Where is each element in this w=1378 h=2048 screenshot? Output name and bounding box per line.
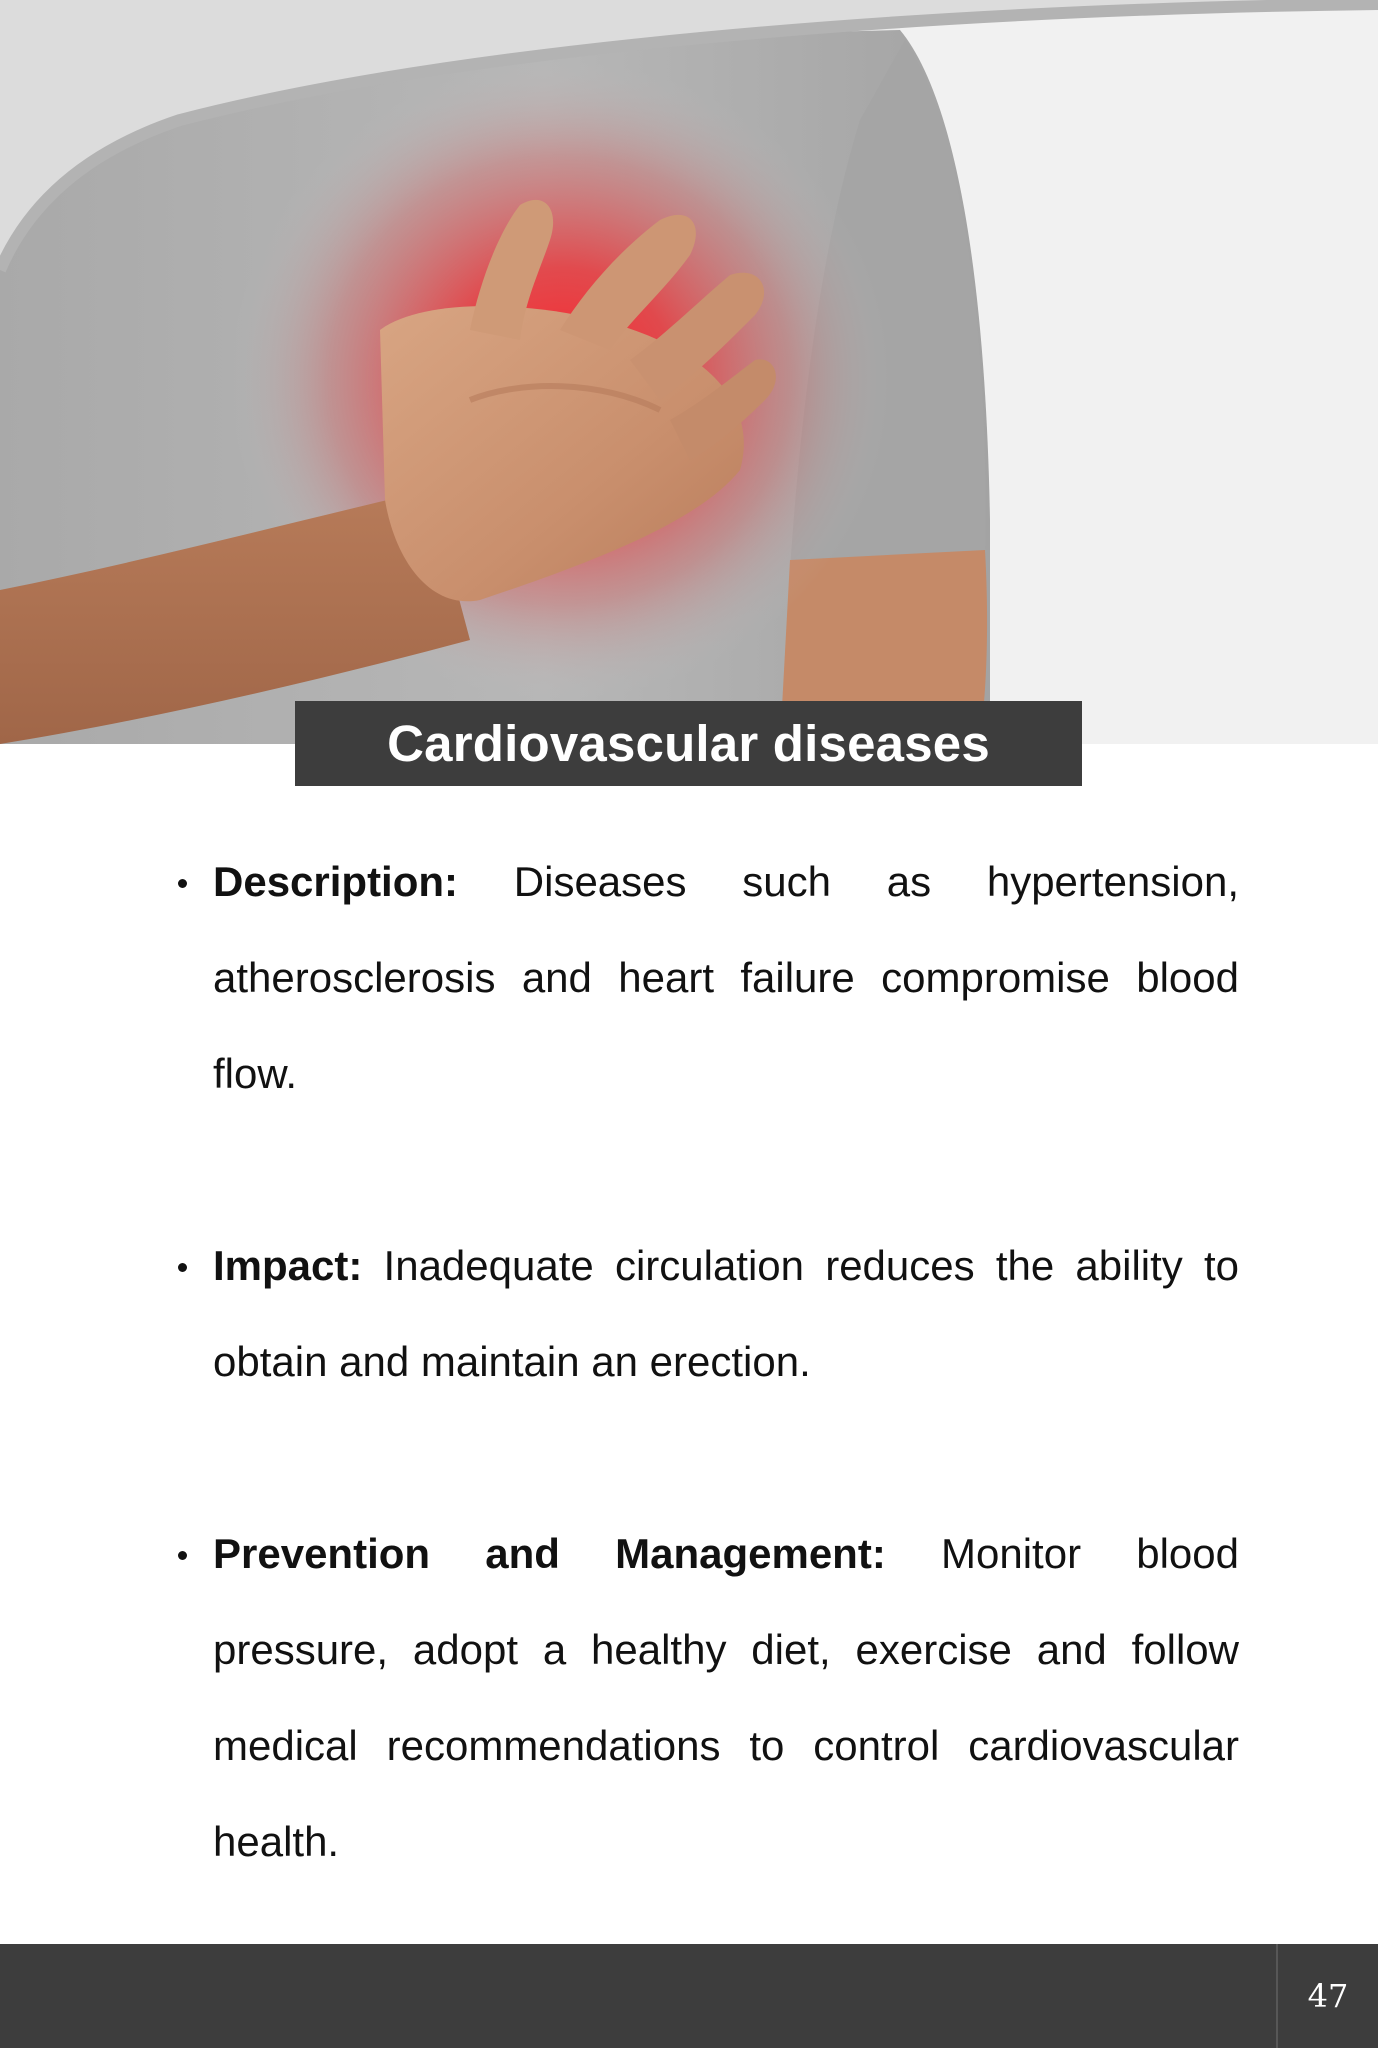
bullet-text: Inadequate circulation reduces the ability to obtain and maintain an erection.	[213, 1242, 1239, 1385]
bullet-impact	[213, 1218, 1239, 1410]
bullet-list	[0, 834, 1378, 1890]
hero-photo	[0, 0, 1378, 744]
page-number: 47	[1307, 1977, 1349, 2015]
chest-pain-illustration	[0, 0, 1378, 744]
page-footer	[0, 1944, 1378, 2048]
bullet-description	[213, 834, 1239, 1122]
title-banner	[295, 701, 1082, 786]
content-area	[0, 834, 1378, 1890]
bullet-label: Prevention and Management:	[213, 1530, 886, 1577]
bullet-label: Description:	[213, 858, 459, 905]
bullet-text: Monitor blood pressure, adopt a healthy diet, exercise and follow medical recommendations to control cardiovascular health.	[213, 1530, 1240, 1865]
page-title: Cardiovascular diseases	[387, 715, 990, 772]
page-number-box	[1276, 1944, 1378, 2048]
bullet-prevention	[213, 1506, 1239, 1890]
bullet-text: Diseases such as hypertension, atherosclerosis and heart failure compromise blood flow.	[213, 858, 1239, 1097]
bullet-label: Impact:	[213, 1242, 363, 1289]
